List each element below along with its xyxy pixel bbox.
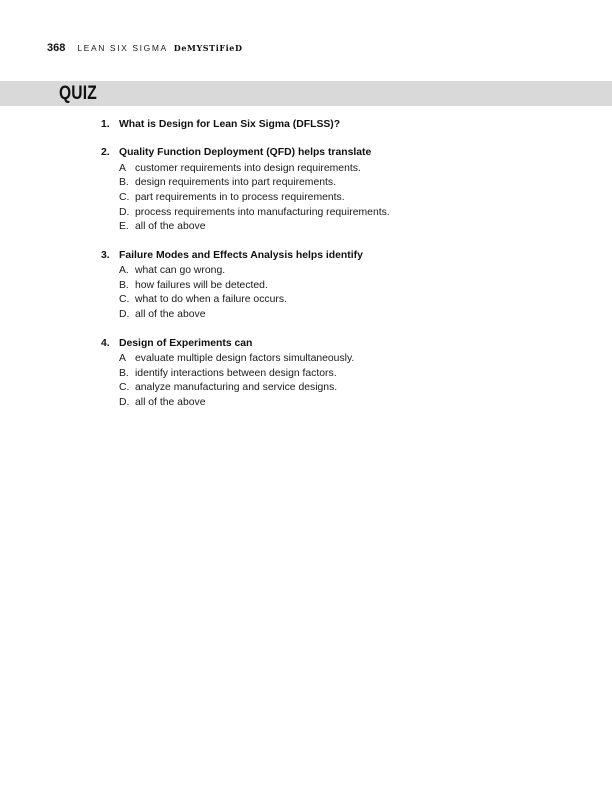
question-text: Design of Experiments can: [119, 337, 253, 349]
answer-option: [119, 162, 571, 177]
question-line: [101, 146, 571, 160]
question-item: [101, 337, 571, 411]
answer-text: what to do when a failure occurs.: [135, 294, 287, 306]
answer-letter: A: [119, 162, 126, 174]
page-number: 368: [47, 42, 66, 54]
answer-option: [119, 352, 571, 367]
answer-letter: E.: [119, 221, 129, 233]
answer-letter: D.: [119, 308, 130, 320]
answer-letter: B.: [119, 279, 129, 291]
answer-option: [119, 191, 571, 206]
answer-text: identify interactions between design factors.: [135, 367, 337, 379]
answer-list: [119, 352, 571, 410]
question-item: [101, 146, 571, 234]
answer-text: all of the above: [135, 396, 206, 408]
answer-letter: B.: [119, 177, 129, 189]
answer-text: evaluate multiple design factors simultaneously.: [135, 352, 355, 364]
answer-option: [119, 176, 571, 191]
answer-letter: A.: [119, 265, 129, 277]
question-list: [101, 118, 571, 424]
question-text: Failure Modes and Effects Analysis helps identify: [119, 249, 363, 261]
answer-text: analyze manufacturing and service designs.: [135, 382, 338, 394]
question-number: 3.: [101, 249, 110, 261]
series-title: DeMYSTiFieD: [173, 43, 243, 53]
answer-option: [119, 293, 571, 308]
answer-text: part requirements in to process requirements.: [135, 192, 345, 203]
answer-text: all of the above: [135, 308, 206, 320]
answer-list: [119, 264, 571, 322]
section-title: QUIZ: [59, 83, 97, 104]
answer-text: process requirements into manufacturing requirements.: [135, 206, 390, 218]
answer-letter: C.: [119, 294, 130, 306]
answer-letter: D.: [119, 206, 130, 218]
answer-text: how failures will be detected.: [135, 279, 268, 291]
answer-letter: A: [119, 352, 126, 364]
answer-option: [119, 308, 571, 323]
answer-text: customer requirements into design requirements.: [135, 162, 361, 174]
question-number: 1.: [101, 119, 110, 130]
answer-option: [119, 396, 571, 411]
answer-option: [119, 279, 571, 294]
answer-letter: B.: [119, 367, 129, 379]
answer-option: [119, 206, 571, 221]
answer-option: [119, 220, 571, 235]
question-number: 2.: [101, 147, 110, 159]
running-head: [47, 42, 243, 54]
question-item: [101, 118, 571, 132]
question-line: [101, 118, 571, 132]
answer-list: [119, 162, 571, 235]
question-number: 4.: [101, 337, 110, 349]
question-text: Quality Function Deployment (QFD) helps translate: [119, 147, 372, 159]
answer-text: what can go wrong.: [135, 265, 226, 277]
answer-letter: C.: [119, 382, 130, 394]
book-title: LEAN SIX SIGMA: [77, 43, 168, 53]
question-line: [101, 249, 571, 263]
answer-option: [119, 367, 571, 382]
answer-letter: D.: [119, 396, 130, 408]
answer-text: all of the above: [135, 221, 206, 233]
question-line: [101, 337, 571, 351]
question-item: [101, 249, 571, 323]
question-text: What is Design for Lean Six Sigma (DFLSS)?: [119, 119, 341, 130]
answer-option: [119, 381, 571, 396]
answer-letter: C.: [119, 192, 130, 203]
answer-option: [119, 264, 571, 279]
answer-text: design requirements into part requirements.: [135, 177, 336, 189]
